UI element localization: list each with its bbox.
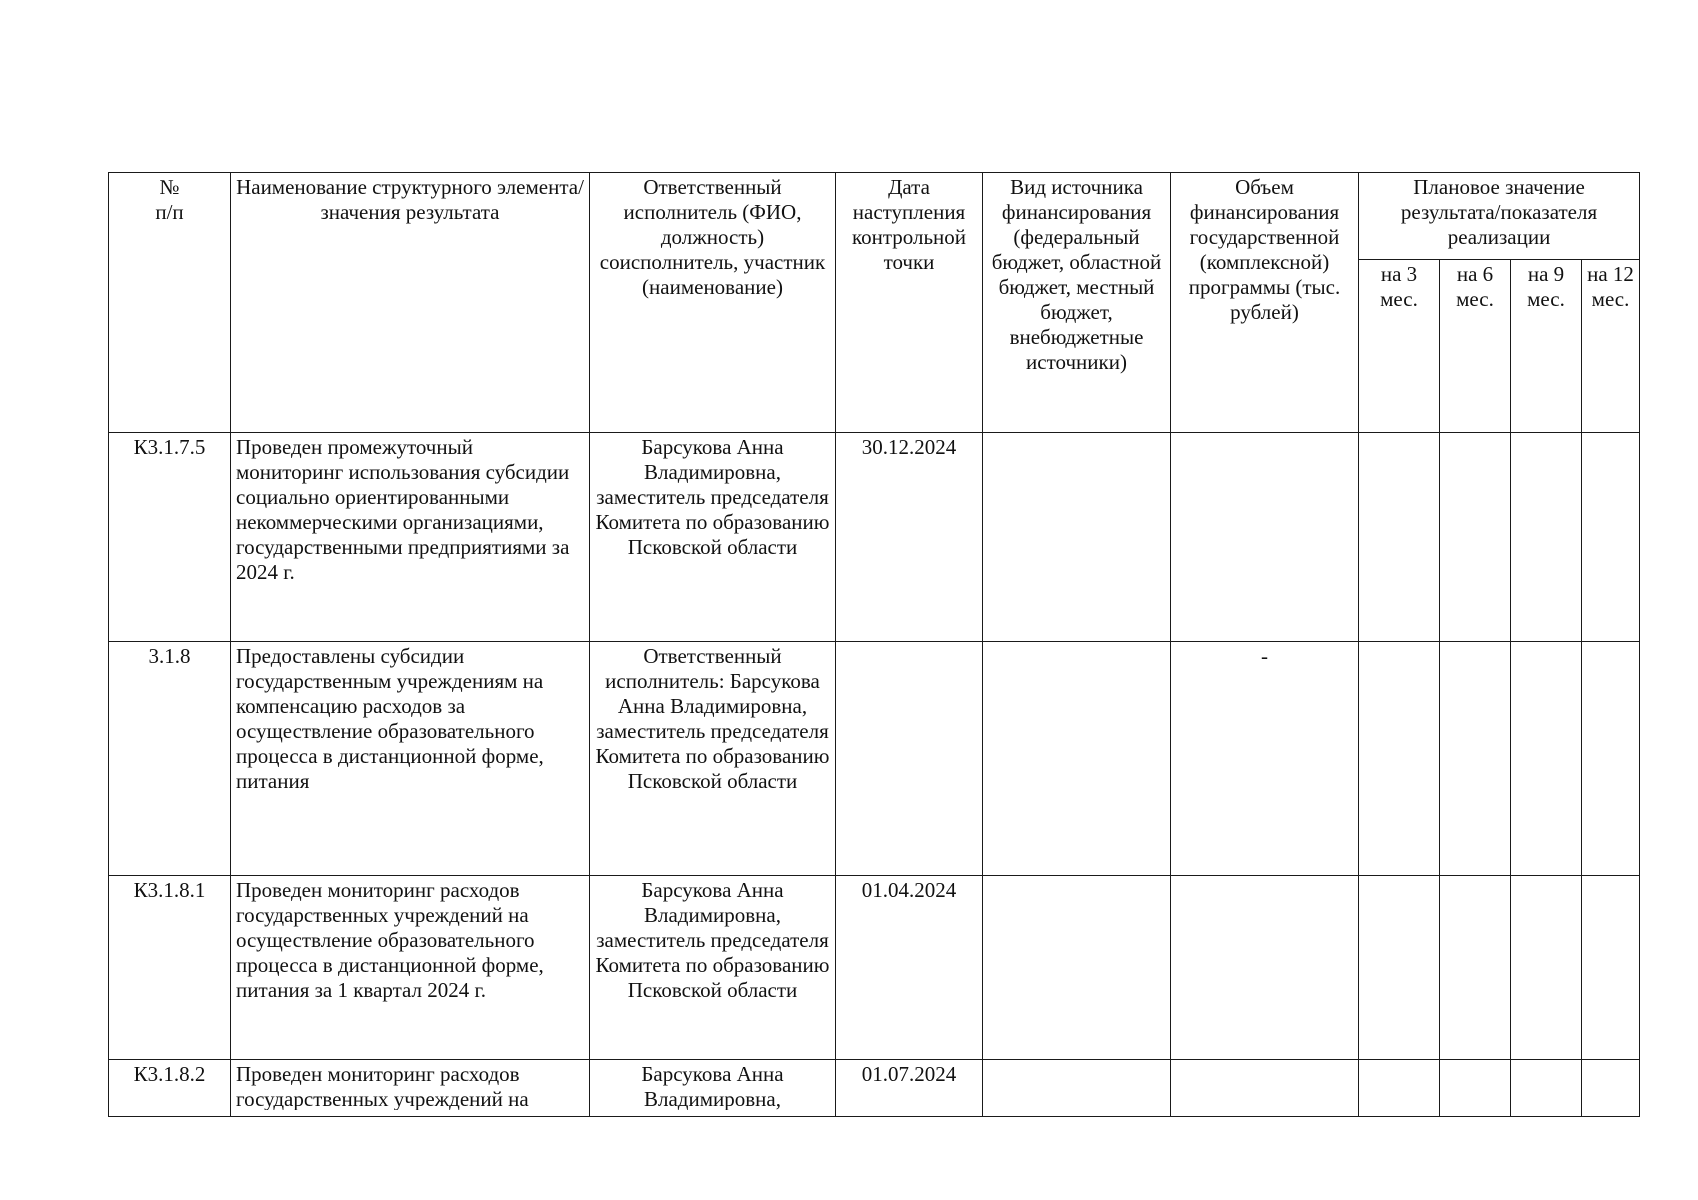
row-source <box>983 642 1171 876</box>
table-row <box>109 433 1640 642</box>
row-volume <box>1171 433 1359 642</box>
plan-table-container <box>108 172 1640 1117</box>
header-m3: на 3 мес. <box>1359 260 1440 433</box>
row-name: Проведен мониторинг расходов государственных учреждений на осуществление образовательного процесса в дистанционной форме, питания за 1 квартал 2024 г. <box>231 876 590 1060</box>
row-m6 <box>1440 876 1511 1060</box>
header-date: Дата наступления контрольной точки <box>836 173 983 433</box>
row-responsible: Барсукова Анна Владимировна, заместитель председателя Комитета по образованию Псковской области <box>590 876 836 1060</box>
row-volume <box>1171 1060 1359 1117</box>
table-row <box>109 876 1640 1060</box>
header-planned: Плановое значение результата/показателя реализации <box>1359 173 1640 260</box>
header-m6: на 6 мес. <box>1440 260 1511 433</box>
row-name: Предоставлены субсидии государственным учреждениям на компенсацию расходов за осуществление образовательного процесса в дистанционной форме, питания <box>231 642 590 876</box>
row-date: 01.04.2024 <box>836 876 983 1060</box>
row-m9 <box>1511 876 1582 1060</box>
row-m3 <box>1359 433 1440 642</box>
header-source: Вид источника финансирования (федеральный бюджет, областной бюджет, местный бюджет, внебюджетные источники) <box>983 173 1171 433</box>
row-date: 30.12.2024 <box>836 433 983 642</box>
row-m9 <box>1511 1060 1582 1117</box>
row-responsible-text: Барсукова Анна Владимировна, <box>641 1062 784 1110</box>
row-m9 <box>1511 642 1582 876</box>
row-m6 <box>1440 433 1511 642</box>
row-responsible: Ответственный исполнитель: Барсукова Анна Владимировна, заместитель председателя Комитета по образованию Псковской области <box>590 642 836 876</box>
header-m9: на 9 мес. <box>1511 260 1582 433</box>
header-m12: на 12 мес. <box>1582 260 1640 433</box>
row-num: 3.1.8 <box>109 642 231 876</box>
header-volume: Объем финансирования государственной (комплексной) программы (тыс. рублей) <box>1171 173 1359 433</box>
row-m12 <box>1582 1060 1640 1117</box>
row-volume: - <box>1171 642 1359 876</box>
row-source <box>983 876 1171 1060</box>
row-m12 <box>1582 433 1640 642</box>
header-responsible: Ответственный исполнитель (ФИО, должность) соисполнитель, участник (наименование) <box>590 173 836 433</box>
row-m12 <box>1582 876 1640 1060</box>
row-date <box>836 642 983 876</box>
row-name: Проведен промежуточный мониторинг использования субсидии социально ориентированными некоммерческими организациями, государственными предприятиями за 2024 г. <box>231 433 590 642</box>
row-responsible: Барсукова Анна Владимировна, заместитель председателя Комитета по образованию Псковской области <box>590 433 836 642</box>
row-m3 <box>1359 876 1440 1060</box>
row-name-text: Проведен мониторинг расходов государственных учреждений на <box>236 1062 529 1110</box>
row-m6 <box>1440 1060 1511 1117</box>
row-date: 01.07.2024 <box>836 1060 983 1117</box>
row-m3 <box>1359 642 1440 876</box>
row-num: К3.1.8.2 <box>109 1060 231 1117</box>
row-responsible <box>590 1060 836 1117</box>
table-row <box>109 1060 1640 1117</box>
row-m12 <box>1582 642 1640 876</box>
row-m3 <box>1359 1060 1440 1117</box>
plan-table <box>108 172 1640 1117</box>
row-num: К3.1.7.5 <box>109 433 231 642</box>
table-header-row <box>109 173 1640 260</box>
row-num: К3.1.8.1 <box>109 876 231 1060</box>
row-volume <box>1171 876 1359 1060</box>
table-row <box>109 642 1640 876</box>
header-name: Наименование структурного элемента/ значения результата <box>231 173 590 433</box>
header-num: № п/п <box>109 173 231 433</box>
row-name <box>231 1060 590 1117</box>
row-source <box>983 1060 1171 1117</box>
row-m6 <box>1440 642 1511 876</box>
row-m9 <box>1511 433 1582 642</box>
row-source <box>983 433 1171 642</box>
